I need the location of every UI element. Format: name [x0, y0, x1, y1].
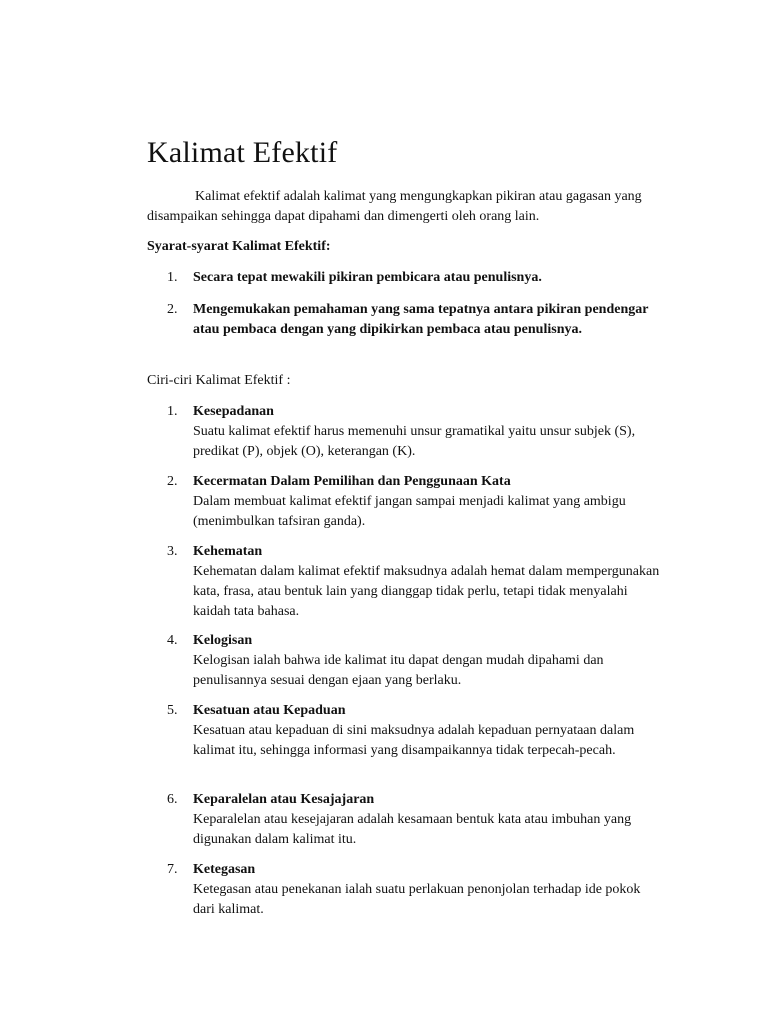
ciri-item-body: [193, 701, 663, 761]
list-number: 1.: [167, 270, 178, 285]
ciri-item-title: Kesatuan atau Kepaduan: [193, 703, 346, 718]
list-number: 3.: [167, 544, 178, 559]
intro-paragraph: Kalimat efektif adalah kalimat yang mengungkapkan pikiran atau gagasan yang disampaikan sehingga dapat dipahami dan dimengerti oleh orang lain.: [147, 189, 642, 224]
list-number: 4.: [167, 633, 178, 648]
syarat-heading: Syarat-syarat Kalimat Efektif:: [147, 239, 331, 254]
list-number: 1.: [167, 404, 178, 419]
ciri-item-title: Kelogisan: [193, 633, 253, 648]
ciri-item-title: Keparalelan atau Kesajajaran: [193, 792, 375, 807]
ciri-item-desc: Kesatuan atau kepaduan di sini maksudnya adalah kepaduan pernyataan dalam kalimat itu, sehingga informasi yang disampaikannya tidak terpecah-pecah.: [193, 723, 635, 758]
list-number: 5.: [167, 703, 178, 718]
list-number: 6.: [167, 792, 178, 807]
page-title: Kalimat Efektif: [147, 136, 338, 169]
ciri-item-desc: Dalam membuat kalimat efektif jangan sampai menjadi kalimat yang ambigu (menimbulkan tafsiran ganda).: [193, 494, 626, 529]
ciri-item-body: [193, 472, 663, 532]
ciri-item-title: Kecermatan Dalam Pemilihan dan Penggunaan Kata: [193, 474, 511, 489]
ciri-item-body: [193, 631, 663, 691]
syarat-item-text: Mengemukakan pemahaman yang sama tepatnya antara pikiran pendengar atau pembaca dengan yang dipikirkan pembaca atau penulisnya.: [193, 302, 649, 337]
ciri-item-title: Ketegasan: [193, 862, 256, 877]
ciri-item-desc: Keparalelan atau kesejajaran adalah kesamaan bentuk kata atau imbuhan yang digunakan dalam kalimat itu.: [193, 812, 632, 847]
ciri-item-desc: Ketegasan atau penekanan ialah suatu perlakuan penonjolan terhadap ide pokok dari kalimat.: [193, 882, 641, 917]
ciri-item-title: Kesepadanan: [193, 404, 274, 419]
list-number: 2.: [167, 302, 178, 317]
ciri-item-body: [193, 542, 663, 622]
ciri-item-body: [193, 402, 663, 462]
ciri-heading: Ciri-ciri Kalimat Efektif :: [147, 373, 291, 388]
ciri-item-body: [193, 860, 663, 920]
ciri-item-desc: Kehematan dalam kalimat efektif maksudnya adalah hemat dalam mempergunakan kata, frasa, atau bentuk lain yang dianggap tidak perlu, tetapi tidak menyalahi kaidah tata bahasa.: [193, 564, 660, 619]
syarat-item-text: Secara tepat mewakili pikiran pembicara atau penulisnya.: [193, 270, 542, 285]
list-number: 2.: [167, 474, 178, 489]
list-number: 7.: [167, 862, 178, 877]
ciri-item-body: [193, 790, 663, 850]
ciri-item-desc: Kelogisan ialah bahwa ide kalimat itu dapat dengan mudah dipahami dan penulisannya sesuai dengan ejaan yang berlaku.: [193, 653, 604, 688]
ciri-item-desc: Suatu kalimat efektif harus memenuhi unsur gramatikal yaitu unsur subjek (S), predikat (P), objek (O), keterangan (K).: [193, 424, 636, 459]
ciri-item-title: Kehematan: [193, 544, 263, 559]
